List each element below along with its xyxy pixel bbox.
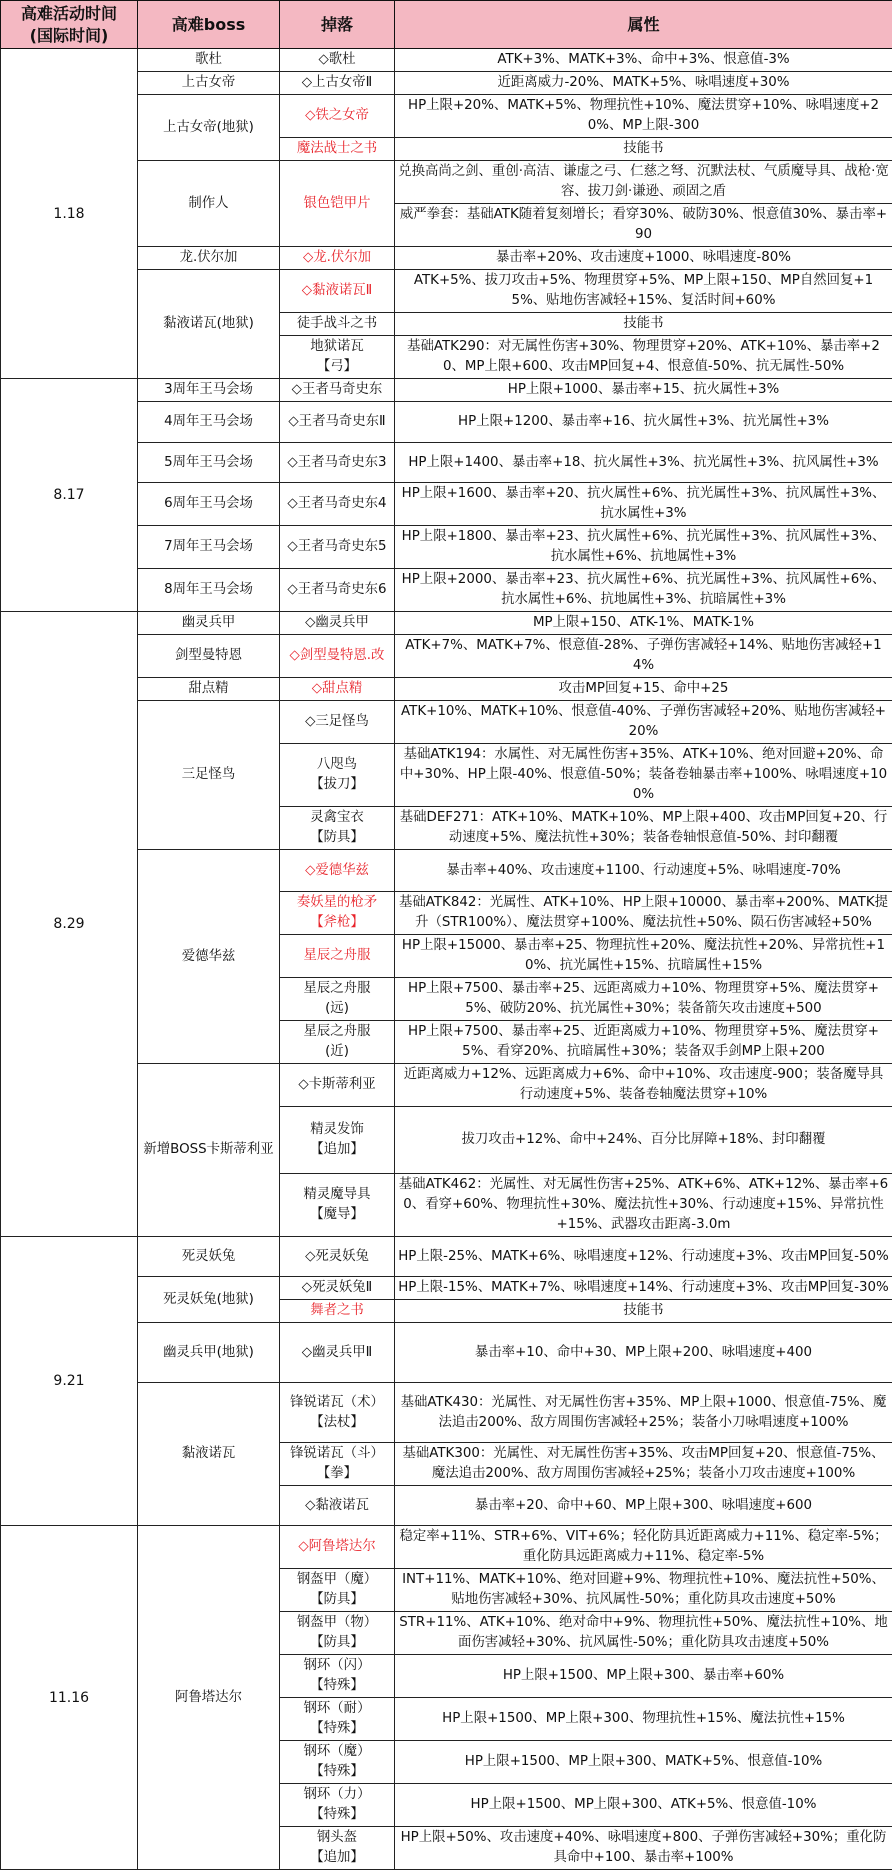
attribute-cell: HP上限+1500、MP上限+300、物理抗性+15%、魔法抗性+15% <box>395 1698 892 1741</box>
attribute-cell: HP上限+1500、MP上限+300、ATK+5%、恨意值-10% <box>395 1784 892 1827</box>
drop-item-cell: ◇龙.伏尔加 <box>280 247 395 270</box>
attribute-cell: HP上限-15%、MATK+7%、咏唱速度+14%、行动速度+3%、攻击MP回复-30% <box>395 1277 892 1300</box>
drop-item-cell: ◇爱德华兹 <box>280 850 395 892</box>
attribute-cell: MP上限+150、ATK-1%、MATK-1% <box>395 612 892 635</box>
drop-item-cell: ◇阿鲁塔达尔 <box>280 1526 395 1569</box>
attribute-cell: 暴击率+20%、攻击速度+1000、咏唱速度-80% <box>395 247 892 270</box>
table-row <box>1 1237 892 1277</box>
attribute-cell: 基础ATK290：对无属性伤害+30%、物理贯穿+20%、ATK+10%、暴击率+20、MP上限+600、攻击MP回复+4、恨意值-50%、抗无属性-50% <box>395 336 892 379</box>
header-boss: 高难boss <box>138 1 280 49</box>
attribute-cell: HP上限+1500、MP上限+300、暴击率+60% <box>395 1655 892 1698</box>
drop-item-cell: 星辰之舟服 (远) <box>280 978 395 1021</box>
boss-name-cell: 甜点精 <box>138 678 280 701</box>
attribute-cell: HP上限+1000、暴击率+15、抗火属性+3% <box>395 379 892 402</box>
attribute-cell: HP上限+7500、暴击率+25、远距离威力+10%、物理贯穿+5%、魔法贯穿+5%、破防20%、抗光属性+30%；装备箭矢攻击速度+500 <box>395 978 892 1021</box>
drop-item-cell: 精灵魔导具 【魔导】 <box>280 1174 395 1237</box>
attribute-cell: HP上限+7500、暴击率+25、近距离威力+10%、物理贯穿+5%、魔法贯穿+5%、看穿20%、抗暗属性+30%；装备双手剑MP上限+200 <box>395 1021 892 1064</box>
boss-name-cell: 3周年王马会场 <box>138 379 280 402</box>
drop-item-cell: ◇三足怪鸟 <box>280 701 395 744</box>
attribute-cell: 威严拳套：基础ATK随着复刻增长；看穿30%、破防30%、恨意值30%、暴击率+90 <box>395 204 892 247</box>
drop-item-cell: 八咫鸟 【拔刀】 <box>280 744 395 807</box>
drop-item-cell: 锋锐诺瓦（术） 【法杖】 <box>280 1383 395 1443</box>
drop-item-cell: 钢头盔 【追加】 <box>280 1827 395 1870</box>
attribute-cell: ATK+3%、MATK+3%、命中+3%、恨意值-3% <box>395 49 892 72</box>
boss-name-cell: 龙.伏尔加 <box>138 247 280 270</box>
boss-name-cell: 黏液诺瓦 <box>138 1383 280 1526</box>
drop-item-cell: ◇幽灵兵甲 <box>280 612 395 635</box>
drop-item-cell: 钢盔甲（物） 【防具】 <box>280 1612 395 1655</box>
event-date-cell: 8.17 <box>1 379 138 612</box>
drop-item-cell: 徒手战斗之书 <box>280 313 395 336</box>
drop-item-cell: 星辰之舟服 <box>280 935 395 978</box>
attribute-cell: 近距离威力+12%、远距离威力+6%、命中+10%、攻击速度-900；装备魔导具行动速度+5%、装备卷轴魔法贯穿+10% <box>395 1064 892 1107</box>
boss-name-cell: 8周年王马会场 <box>138 569 280 612</box>
drop-item-cell: ◇王者马奇史东4 <box>280 483 395 526</box>
drop-item-cell: 钢盔甲（魔） 【防具】 <box>280 1569 395 1612</box>
drop-item-cell: 魔法战士之书 <box>280 138 395 161</box>
event-date-cell: 9.21 <box>1 1237 138 1526</box>
attribute-cell: 基础DEF271：ATK+10%、MATK+10%、MP上限+400、攻击MP回复+20、行动速度+5%、魔法抗性+30%；装备卷轴恨意值-50%、封印翻覆 <box>395 807 892 850</box>
drop-item-cell: ◇歌杜 <box>280 49 395 72</box>
attribute-cell: ATK+5%、拔刀攻击+5%、物理贯穿+5%、MP上限+150、MP自然回复+15%、贴地伤害减轻+15%、复活时间+60% <box>395 270 892 313</box>
attribute-cell: 技能书 <box>395 1300 892 1323</box>
attribute-cell: HP上限+15000、暴击率+25、物理抗性+20%、魔法抗性+20%、异常抗性+10%、抗光属性+15%、抗暗属性+15% <box>395 935 892 978</box>
attribute-cell: 技能书 <box>395 313 892 336</box>
boss-name-cell: 歌杜 <box>138 49 280 72</box>
header-drop: 掉落 <box>280 1 395 49</box>
attribute-cell: ATK+10%、MATK+10%、恨意值-40%、子弹伤害减轻+20%、贴地伤害减轻+20% <box>395 701 892 744</box>
attribute-cell: HP上限+1600、暴击率+20、抗火属性+6%、抗光属性+3%、抗风属性+3%、抗水属性+3% <box>395 483 892 526</box>
drop-item-cell: ◇黏液诺瓦 <box>280 1486 395 1526</box>
drop-item-cell: 灵禽宝衣 【防具】 <box>280 807 395 850</box>
drop-item-cell: ◇剑型曼特恩.改 <box>280 635 395 678</box>
drop-item-cell: ◇王者马奇史东6 <box>280 569 395 612</box>
drop-item-cell: 钢环（力） 【特殊】 <box>280 1784 395 1827</box>
boss-name-cell: 三足怪鸟 <box>138 701 280 850</box>
attribute-cell: 基础ATK300：光属性、对无属性伤害+35%、攻击MP回复+20、恨意值-75%、魔法追击200%、敌方周围伤害减轻+25%；装备小刀攻击速度+100% <box>395 1443 892 1486</box>
attribute-cell: HP上限+50%、攻击速度+40%、咏唱速度+800、子弹伤害减轻+30%；重化防具命中+100、暴击率+100% <box>395 1827 892 1870</box>
boss-name-cell: 爱德华兹 <box>138 850 280 1064</box>
attribute-cell: 暴击率+20、命中+60、MP上限+300、咏唱速度+600 <box>395 1486 892 1526</box>
attribute-cell: ATK+7%、MATK+7%、恨意值-28%、子弹伤害减轻+14%、贴地伤害减轻+14% <box>395 635 892 678</box>
attribute-cell: 暴击率+10、命中+30、MP上限+200、咏唱速度+400 <box>395 1323 892 1383</box>
boss-name-cell: 黏液诺瓦(地狱) <box>138 270 280 379</box>
drop-item-cell: ◇王者马奇史东3 <box>280 443 395 483</box>
boss-name-cell: 上古女帝 <box>138 72 280 95</box>
attribute-cell: HP上限-25%、MATK+6%、咏唱速度+12%、行动速度+3%、攻击MP回复-50% <box>395 1237 892 1277</box>
attribute-cell: HP上限+1400、暴击率+18、抗火属性+3%、抗光属性+3%、抗风属性+3% <box>395 443 892 483</box>
attribute-cell: 攻击MP回复+15、命中+25 <box>395 678 892 701</box>
drop-item-cell: ◇黏液诺瓦Ⅱ <box>280 270 395 313</box>
table-body <box>1 49 892 1870</box>
drop-item-cell: 钢环（闪） 【特殊】 <box>280 1655 395 1698</box>
drop-item-cell: ◇上古女帝Ⅱ <box>280 72 395 95</box>
drop-item-cell: ◇死灵妖兔 <box>280 1237 395 1277</box>
attribute-cell: 兑换高尚之剑、重创·高洁、谦虚之弓、仁慈之弩、沉默法杖、气质魔导具、战枪·宽容、拔刀剑·谦逊、顽固之盾 <box>395 161 892 204</box>
boss-name-cell: 幽灵兵甲 <box>138 612 280 635</box>
boss-name-cell: 剑型曼特恩 <box>138 635 280 678</box>
table-row <box>1 49 892 72</box>
boss-name-cell: 新增BOSS卡斯蒂利亚 <box>138 1064 280 1237</box>
attribute-cell: 基础ATK194：水属性、对无属性伤害+35%、ATK+10%、绝对回避+20%、命中+30%、HP上限-40%、恨意值-50%；装备卷轴暴击率+100%、咏唱速度+100% <box>395 744 892 807</box>
boss-name-cell: 7周年王马会场 <box>138 526 280 569</box>
attribute-cell: 稳定率+11%、STR+6%、VIT+6%；轻化防具近距离威力+11%、稳定率-5%；重化防具远距离威力+11%、稳定率-5% <box>395 1526 892 1569</box>
boss-name-cell: 6周年王马会场 <box>138 483 280 526</box>
drop-item-cell: 银色铠甲片 <box>280 161 395 247</box>
drop-item-cell: 奏妖星的枪矛 【斧枪】 <box>280 892 395 935</box>
boss-name-cell: 4周年王马会场 <box>138 402 280 443</box>
boss-name-cell: 阿鲁塔达尔 <box>138 1526 280 1870</box>
header-row <box>1 1 892 49</box>
drop-item-cell: ◇王者马奇史东Ⅱ <box>280 402 395 443</box>
event-date-cell: 11.16 <box>1 1526 138 1870</box>
attribute-cell: 近距离威力-20%、MATK+5%、咏唱速度+30% <box>395 72 892 95</box>
boss-name-cell: 上古女帝(地狱) <box>138 95 280 161</box>
header-event-time: 高难活动时间 (国际时间) <box>1 1 138 49</box>
attribute-cell: INT+11%、MATK+10%、绝对回避+9%、物理抗性+10%、魔法抗性+50%、贴地伤害减轻+30%、抗风属性-50%；重化防具攻击速度+50% <box>395 1569 892 1612</box>
boss-name-cell: 死灵妖兔 <box>138 1237 280 1277</box>
drop-item-cell: ◇卡斯蒂利亚 <box>280 1064 395 1107</box>
table-row <box>1 1526 892 1569</box>
boss-name-cell: 死灵妖兔(地狱) <box>138 1277 280 1323</box>
attribute-cell: 暴击率+40%、攻击速度+1100、行动速度+5%、咏唱速度-70% <box>395 850 892 892</box>
attribute-cell: HP上限+1200、暴击率+16、抗火属性+3%、抗光属性+3% <box>395 402 892 443</box>
drop-item-cell: ◇甜点精 <box>280 678 395 701</box>
boss-name-cell: 5周年王马会场 <box>138 443 280 483</box>
drop-item-cell: 钢环（魔） 【特殊】 <box>280 1741 395 1784</box>
table-row <box>1 379 892 402</box>
drop-item-cell: 舞者之书 <box>280 1300 395 1323</box>
attribute-cell: HP上限+20%、MATK+5%、物理抗性+10%、魔法贯穿+10%、咏唱速度+20%、MP上限-300 <box>395 95 892 138</box>
event-date-cell: 8.29 <box>1 612 138 1237</box>
drop-item-cell: 精灵发饰 【追加】 <box>280 1107 395 1174</box>
attribute-cell: HP上限+1800、暴击率+23、抗火属性+6%、抗光属性+3%、抗风属性+3%、抗水属性+6%、抗地属性+3% <box>395 526 892 569</box>
drop-item-cell: 星辰之舟服 (近) <box>280 1021 395 1064</box>
attribute-cell: 基础ATK430：光属性、对无属性伤害+35%、MP上限+1000、恨意值-75%、魔法追击200%、敌方周围伤害减轻+25%；装备小刀咏唱速度+100% <box>395 1383 892 1443</box>
drop-item-cell: ◇王者马奇史东5 <box>280 526 395 569</box>
drop-item-cell: ◇铁之女帝 <box>280 95 395 138</box>
attribute-cell: 基础ATK842：光属性、ATK+10%、HP上限+10000、暴击率+200%、MATK提升（STR100%）、魔法贯穿+100%、魔法抗性+50%、陨石伤害减轻+50% <box>395 892 892 935</box>
drop-item-cell: ◇幽灵兵甲Ⅱ <box>280 1323 395 1383</box>
drop-item-cell: ◇王者马奇史东 <box>280 379 395 402</box>
attribute-cell: STR+11%、ATK+10%、绝对命中+9%、物理抗性+50%、魔法抗性+10%、地面伤害减轻+30%、抗风属性-50%；重化防具攻击速度+50% <box>395 1612 892 1655</box>
attribute-cell: 技能书 <box>395 138 892 161</box>
drop-item-cell: ◇死灵妖兔Ⅱ <box>280 1277 395 1300</box>
boss-name-cell: 制作人 <box>138 161 280 247</box>
attribute-cell: HP上限+2000、暴击率+23、抗火属性+6%、抗光属性+3%、抗风属性+6%、抗水属性+6%、抗地属性+3%、抗暗属性+3% <box>395 569 892 612</box>
attribute-cell: HP上限+1500、MP上限+300、MATK+5%、恨意值-10% <box>395 1741 892 1784</box>
header-attributes: 属性 <box>395 1 892 49</box>
drop-item-cell: 锋锐诺瓦（斗） 【拳】 <box>280 1443 395 1486</box>
drop-item-cell: 钢环（耐） 【特殊】 <box>280 1698 395 1741</box>
attribute-cell: 拔刀攻击+12%、命中+24%、百分比屏障+18%、封印翻覆 <box>395 1107 892 1174</box>
event-date-cell: 1.18 <box>1 49 138 379</box>
drop-item-cell: 地狱诺瓦 【弓】 <box>280 336 395 379</box>
boss-name-cell: 幽灵兵甲(地狱) <box>138 1323 280 1383</box>
table-row <box>1 612 892 635</box>
attribute-cell: 基础ATK462：光属性、对无属性伤害+25%、ATK+6%、ATK+12%、暴击率+60、看穿+60%、物理抗性+30%、魔法抗性+30%、行动速度+15%、异常抗性+15%、武器攻击距离-3.0m <box>395 1174 892 1237</box>
